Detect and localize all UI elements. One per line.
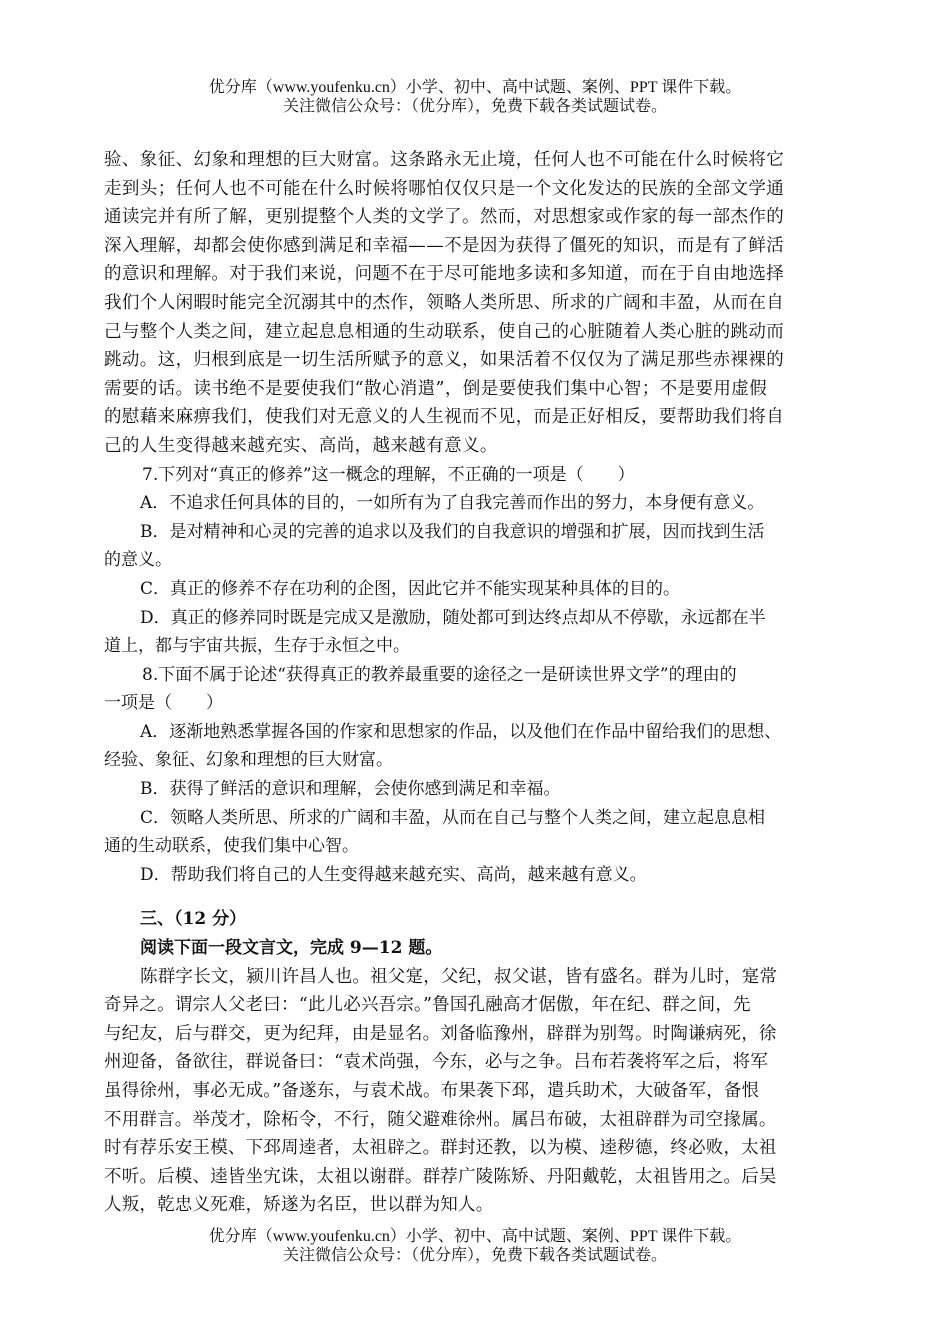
passage-line: 需要的话。读书绝不是要使我们“散心消遣”，倒是要使我们集中心智；不是要用虚假: [104, 378, 768, 399]
classical-text-line: 人叛，乾忠义死难，矫遂为名臣，世以群为知人。: [104, 1195, 494, 1216]
classical-text-line: 州迎备，备欲往，群说备曰：“袁术尚强，今东，必与之争。吕布若袭将军之后，将军: [104, 1052, 769, 1073]
document-body: [104, 146, 850, 1220]
section-gap: [104, 889, 850, 905]
footer-line-1: 优分库（www.youfenku.cn）小学、初中、高中试题、案例、PPT 课件下载。: [208, 1228, 742, 1245]
question-8: [104, 661, 850, 890]
question-7-option-c: C．真正的修养不存在功利的企图，因此它并不能实现某种具体的目的。: [140, 578, 681, 599]
header-line-2: 关注微信公众号：（优分库），免费下载各类试题试卷。: [282, 98, 667, 115]
question-8-option-a: A．逐渐地熟悉掌握各国的作家和思想家的作品，以及他们在作品中留给我们的思想、: [140, 721, 782, 742]
question-8-option-c: C．领略人类所思、所求的广阔和丰盈，从而在自己与整个人类之间，建立起息息相: [140, 807, 766, 828]
classical-text-line: 不听。后模、逵皆坐宄诛，太祖以谢群。群荐广陵陈矫、丹阳戴乾，太祖皆用之。后吴: [104, 1166, 777, 1187]
classical-text-line: 时有荐乐安王模、下邳周逵者，太祖辟之。群封还教，以为模、逵秽德，终必败，太祖: [104, 1138, 777, 1159]
question-8-option-c-cont: 通的生动联系，使我们集中心智。: [104, 836, 359, 857]
classical-text-line: 奇异之。谓宗人父老曰：“此儿必兴吾宗。”鲁国孔融高才倨傲，年在纪、群之间，先: [104, 995, 751, 1016]
passage-line: 己与整个人类之间，建立起息息相通的生动联系，使自己的心脏随着人类心脏的跳动而: [104, 321, 785, 342]
question-7: [104, 461, 850, 661]
passage-line: 跳动。这，归根到底是一切生活所赋予的意义，如果活着不仅仅为了满足那些赤裸裸的: [104, 350, 785, 371]
passage-line: 的慰藉来麻痹我们，使我们对无意义的人生视而不见，而是正好相反，要帮助我们将自: [104, 407, 785, 428]
question-8-option-d: D．帮助我们将自己的人生变得越来越充实、高尚，越来越有意义。: [140, 864, 647, 885]
section-3: [104, 905, 850, 1220]
passage-line: 己的人生变得越来越充实、高尚，越来越有意义。: [104, 435, 498, 456]
passage: [104, 146, 850, 461]
passage-line: 的意识和理解。对于我们来说，问题不在于尽可能地多读和多知道，而在于自由地选择: [104, 264, 785, 285]
page-footer: [0, 1227, 950, 1265]
question-8-stem: 8.下面不属于论述“获得真正的教养最重要的途径之一是研读世界文学”的理由的: [142, 664, 737, 685]
classical-text-line: 与纪友，后与群交，更为纪拜，由是显名。刘备临豫州，辟群为别驾。时陶谦病死，徐: [104, 1023, 777, 1044]
classical-text-line: 虽得徐州，事必无成。”备遂东，与袁术战。布果袭下邳，遣兵助术，大破备军，备恨: [104, 1081, 760, 1101]
question-7-option-d-cont: 道上，都与宇宙共振，生存于永恒之中。: [104, 636, 410, 657]
question-8-stem-cont: 一项是（ ）: [104, 693, 223, 714]
question-8-option-a-cont: 经验、象征、幻象和理想的巨大财富。: [104, 750, 393, 771]
question-7-option-b-cont: 的意义。: [104, 550, 172, 571]
question-7-stem: 7.下列对“真正的修养”这一概念的理解，不正确的一项是（ ）: [142, 464, 635, 485]
passage-line: 我们个人闲暇时能完全沉溺其中的杰作，领略人类所思、所求的广阔和丰盈，从而在自: [104, 292, 785, 313]
passage-line: 验、象征、幻象和理想的巨大财富。这条路永无止境，任何人也不可能在什么时候将它: [104, 150, 785, 170]
section-3-instruction: 阅读下面一段文言文，完成 9—12 题。: [140, 938, 443, 959]
question-7-option-d: D．真正的修养同时既是完成又是激励，随处都可到达终点却从不停歇，永远都在半: [140, 607, 766, 628]
section-3-heading: 三、（12 分）: [140, 909, 247, 930]
passage-line: 走到头；任何人也不可能在什么时候将哪怕仅仅只是一个文化发达的民族的全部文学通: [104, 178, 785, 199]
question-7-option-b: B．是对精神和心灵的完善的追求以及我们的自我意识的增强和扩展，因而找到生活: [140, 521, 765, 542]
footer-line-2: 关注微信公众号：（优分库），免费下载各类试题试卷。: [282, 1247, 667, 1264]
classical-text-line: 陈群字长文，颍川许昌人也。祖父寔，父纪，叔父谌，皆有盛名。群为儿时，寔常: [140, 966, 778, 987]
question-7-option-a: A．不追求任何具体的目的，一如所有为了自我完善而作出的努力，本身便有意义。: [140, 493, 765, 514]
page-header: [0, 78, 950, 116]
classical-text-line: 不用群言。举茂才，除柘令，不行，随父避难徐州。属吕布破，太祖辟群为司空掾属。: [104, 1109, 777, 1130]
question-8-option-b: B．获得了鲜活的意识和理解，会使你感到满足和幸福。: [140, 779, 561, 800]
header-line-1: 优分库（www.youfenku.cn）小学、初中、高中试题、案例、PPT 课件下载。: [208, 79, 742, 96]
passage-line: 深入理解，却都会使你感到满足和幸福——不是因为获得了僵死的知识，而是有了鲜活: [104, 235, 785, 256]
passage-line: 通读完并有所了解，更别提整个人类的文学了。然而，对思想家或作家的每一部杰作的: [104, 207, 785, 228]
